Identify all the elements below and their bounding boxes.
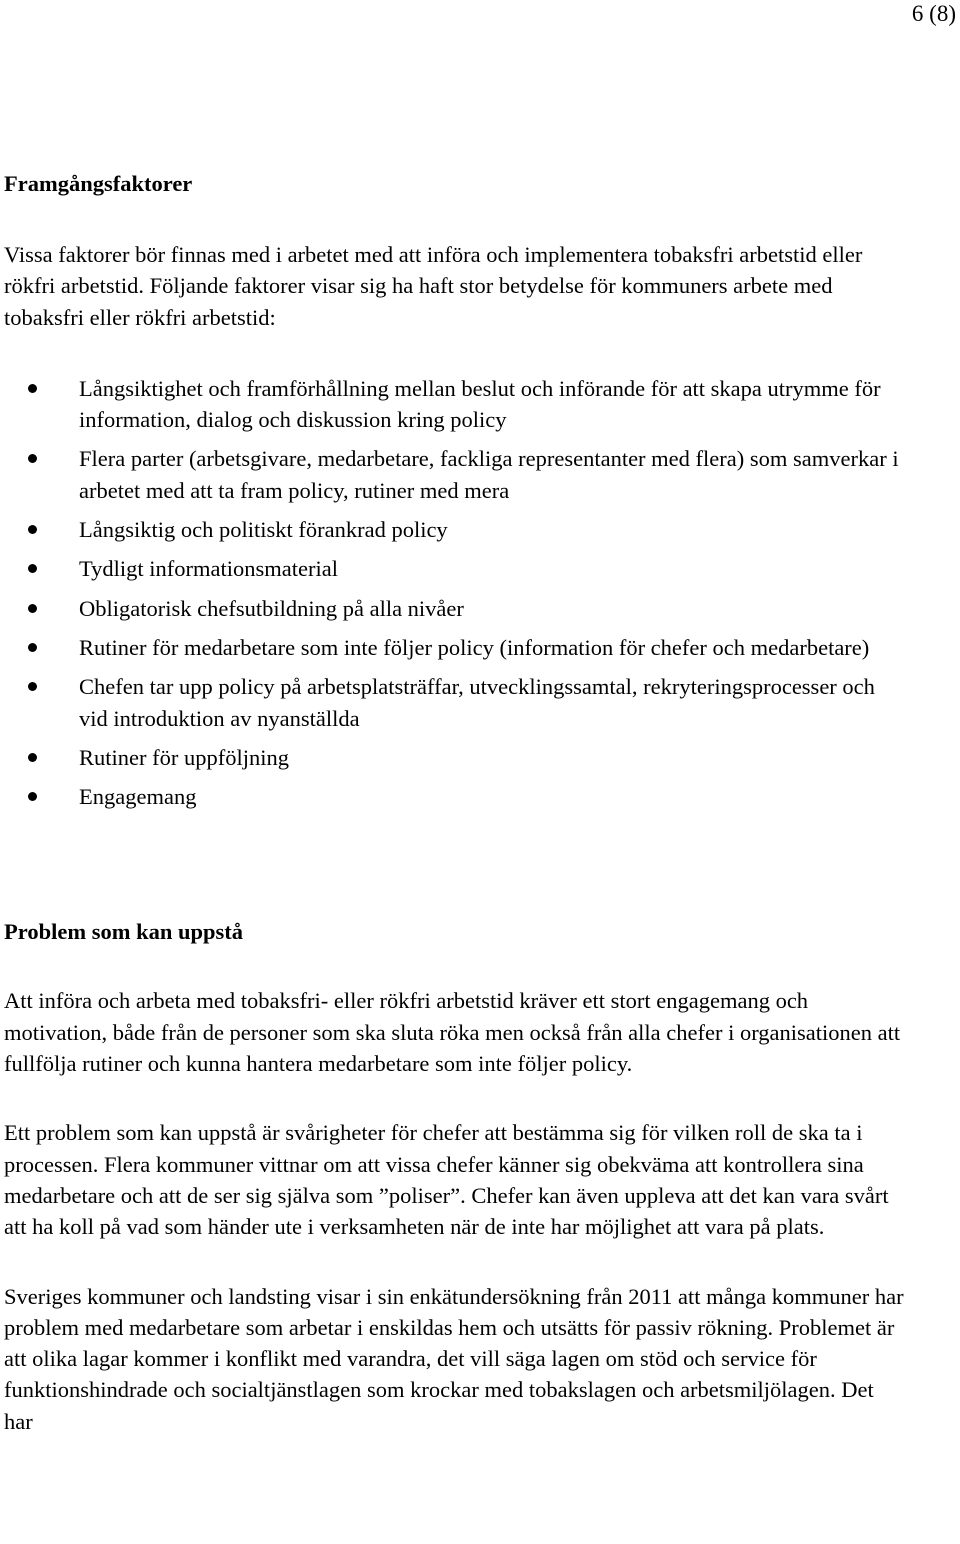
- bullet-icon: [28, 564, 37, 573]
- list-item: Flera parter (arbetsgivare, medarbetare, fackliga representanter med flera) som samverkar i arbetet med att ta fram policy, rutiner med mera: [4, 443, 904, 506]
- list-item: Obligatorisk chefsutbildning på alla nivåer: [4, 593, 904, 624]
- bullet-icon: [28, 682, 37, 691]
- bullet-icon: [28, 525, 37, 534]
- bullet-icon: [28, 454, 37, 463]
- intro-paragraph: Vissa faktorer bör finnas med i arbetet med att införa och implementera tobaksfri arbetstid eller rökfri arbetstid. Följande faktorer visar sig ha haft stor betydelse för kommuners arbete med tobaksfri eller rökfri arbetstid:: [4, 242, 863, 330]
- bullet-icon: [28, 792, 37, 801]
- list-item: Rutiner för medarbetare som inte följer policy (information för chefer och medarbetare): [4, 632, 904, 663]
- problems-paragraph-1: Att införa och arbeta med tobaksfri- eller rökfri arbetstid kräver ett stort engagemang och motivation, både från de personer som ska sluta röka men också från alla chefer i organisationen att fullfölja rutiner och kunna hantera medarbetare som inte följer policy.: [4, 988, 901, 1077]
- bullet-icon: [28, 643, 37, 652]
- page-number: 6 (8): [911, 1, 956, 26]
- bullet-icon: [28, 384, 37, 393]
- list-item: Rutiner för uppföljning: [4, 742, 904, 773]
- list-item: Långsiktighet och framförhållning mellan beslut och införande för att skapa utrymme för information, dialog och diskussion kring policy: [4, 373, 904, 436]
- bullet-icon: [28, 753, 37, 762]
- list-item: Engagemang: [4, 781, 904, 812]
- problems-paragraph-2: Ett problem som kan uppstå är svårigheter för chefer att bestämma sig för vilken roll de ska ta i processen. Flera kommuner vittnar om att vissa chefer känner sig obekväma att kontrollera sina medarbetare och att de ser sig själva som ”poliser”. Chefer kan även uppleva att det kan vara svårt att ha koll på vad som händer ute i verksamheten när de inte har möjlighet att vara på plats.: [4, 1120, 889, 1240]
- list-item: Långsiktig och politiskt förankrad policy: [4, 514, 904, 545]
- document-body: [4, 168, 904, 1437]
- list-item: Chefen tar upp policy på arbetsplatsträffar, utvecklingssamtal, rekryteringsprocesser och vid introduktion av nyanställda: [4, 671, 904, 734]
- section-heading-success-factors: Framgångsfaktorer: [4, 171, 193, 196]
- problems-paragraph-3: Sveriges kommuner och landsting visar i sin enkätundersökning från 2011 att många kommuner har problem med medarbetare som arbetar i enskildas hem och utsätts för passiv rökning. Problemet är att olika lagar kommer i konflikt med varandra, det vill säga lagen om stöd och service för funktionshindrade och socialtjänstlagen som krockar med tobakslagen och arbetsmiljölagen. Det har: [4, 1283, 904, 1434]
- bullet-icon: [28, 604, 37, 613]
- section-heading-problems: Problem som kan uppstå: [4, 919, 244, 945]
- list-item: Tydligt informationsmaterial: [4, 553, 904, 584]
- success-factors-list: [4, 373, 904, 813]
